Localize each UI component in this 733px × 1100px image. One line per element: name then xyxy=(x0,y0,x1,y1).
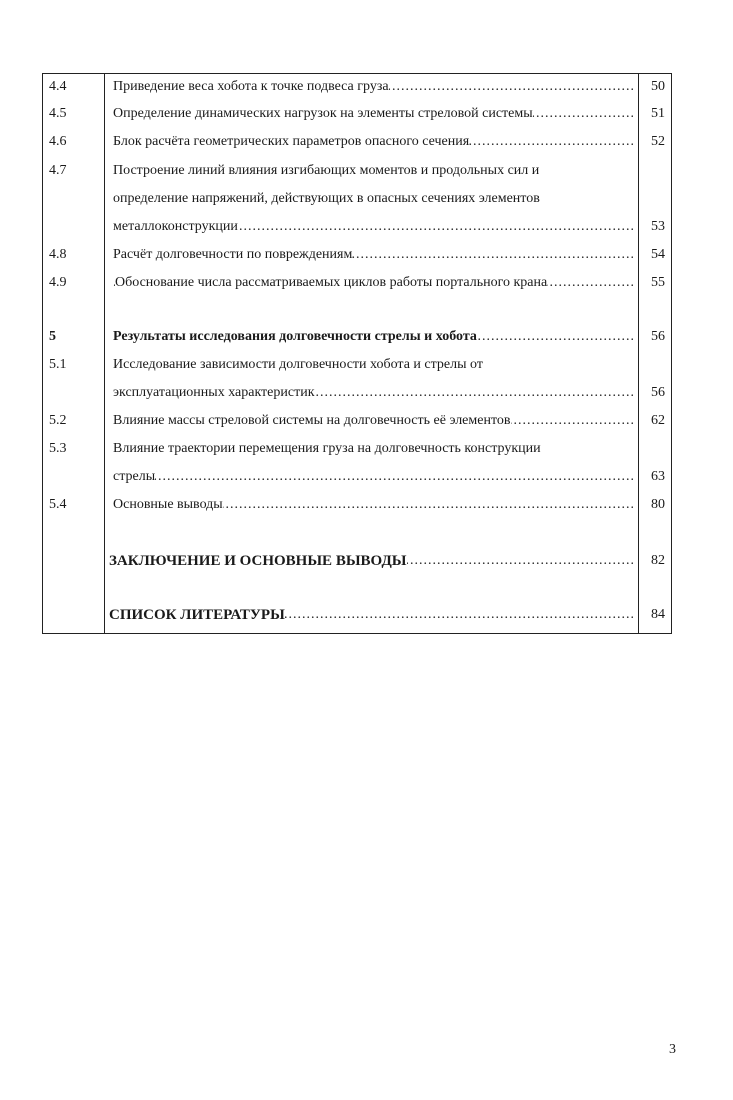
page-ref: 54 xyxy=(651,247,665,262)
toc-row xyxy=(43,242,671,268)
section-title: Результаты исследования долговечности стрелы и хобота xyxy=(113,329,477,344)
section-number: 5.1 xyxy=(49,357,67,372)
section-title-line: определение напряжений, действующих в опасных сечениях элементов xyxy=(113,191,540,206)
toc-row-continued xyxy=(43,464,671,490)
section-number: 4.9 xyxy=(49,275,67,290)
toc-row-continued xyxy=(43,214,671,240)
section-title: Основные выводы xyxy=(113,497,223,512)
page-ref: 82 xyxy=(651,553,665,568)
toc-row-references xyxy=(43,602,671,628)
page-ref: 80 xyxy=(651,497,665,512)
section-number: 4.5 xyxy=(49,106,67,121)
section-title-line: Влияние траектории перемещения груза на долговечность конструкции xyxy=(113,441,541,456)
toc-row xyxy=(43,158,671,184)
page-ref: 56 xyxy=(651,385,665,400)
page-ref: 51 xyxy=(651,106,665,121)
section-title-line: Исследование зависимости долговечности хобота и стрелы от xyxy=(113,357,483,372)
section-number: 5.2 xyxy=(49,413,67,428)
toc-row-continued xyxy=(43,186,671,212)
table-of-contents xyxy=(42,73,672,634)
section-number: 4.4 xyxy=(49,79,67,94)
toc-row-conclusion xyxy=(43,548,671,574)
toc-row xyxy=(43,129,671,155)
section-title: Определение динамических нагрузок на элементы стреловой системы xyxy=(113,106,533,121)
section-title-line: Построение линий влияния изгибающих моментов и продольных сил и xyxy=(113,163,540,178)
page-ref: 62 xyxy=(651,413,665,428)
toc-row-continued xyxy=(43,380,671,406)
section-title: Обоснование числа рассматриваемых циклов работы портального крана xyxy=(115,275,548,290)
section-number: 5.3 xyxy=(49,441,67,456)
toc-row xyxy=(43,270,671,296)
section-title: СПИСОК ЛИТЕРАТУРЫ xyxy=(109,607,285,623)
section-title: Расчёт долговечности по повреждениям xyxy=(113,247,353,262)
section-title: стрелы xyxy=(113,469,156,484)
section-number: 5.4 xyxy=(49,497,67,512)
section-number: 4.7 xyxy=(49,163,67,178)
page-ref: 63 xyxy=(651,469,665,484)
section-title: Блок расчёта геометрических параметров опасного сечения xyxy=(113,134,470,149)
toc-row xyxy=(43,408,671,434)
page-number: 3 xyxy=(669,1042,676,1057)
page-ref: 55 xyxy=(651,275,665,290)
toc-row xyxy=(43,492,671,518)
toc-row xyxy=(43,101,671,127)
section-title: Приведение веса хобота к точке подвеса груза xyxy=(113,79,389,94)
section-number: 5 xyxy=(49,329,56,344)
toc-row-chapter xyxy=(43,324,671,350)
page-ref: 52 xyxy=(651,134,665,149)
page-ref: 56 xyxy=(651,329,665,344)
toc-row xyxy=(43,74,671,100)
page-ref: 50 xyxy=(651,79,665,94)
page-ref: 53 xyxy=(651,219,665,234)
section-title: эксплуатационных характеристик xyxy=(113,385,315,400)
section-title: металлоконструкции xyxy=(113,219,238,234)
section-number: 4.6 xyxy=(49,134,67,149)
toc-row xyxy=(43,436,671,462)
section-title: ЗАКЛЮЧЕНИЕ И ОСНОВНЫЕ ВЫВОДЫ xyxy=(109,553,407,569)
page-ref: 84 xyxy=(651,607,665,622)
toc-row xyxy=(43,352,671,378)
section-number: 4.8 xyxy=(49,247,67,262)
section-title: Влияние массы стреловой системы на долговечность её элементов xyxy=(113,413,511,428)
